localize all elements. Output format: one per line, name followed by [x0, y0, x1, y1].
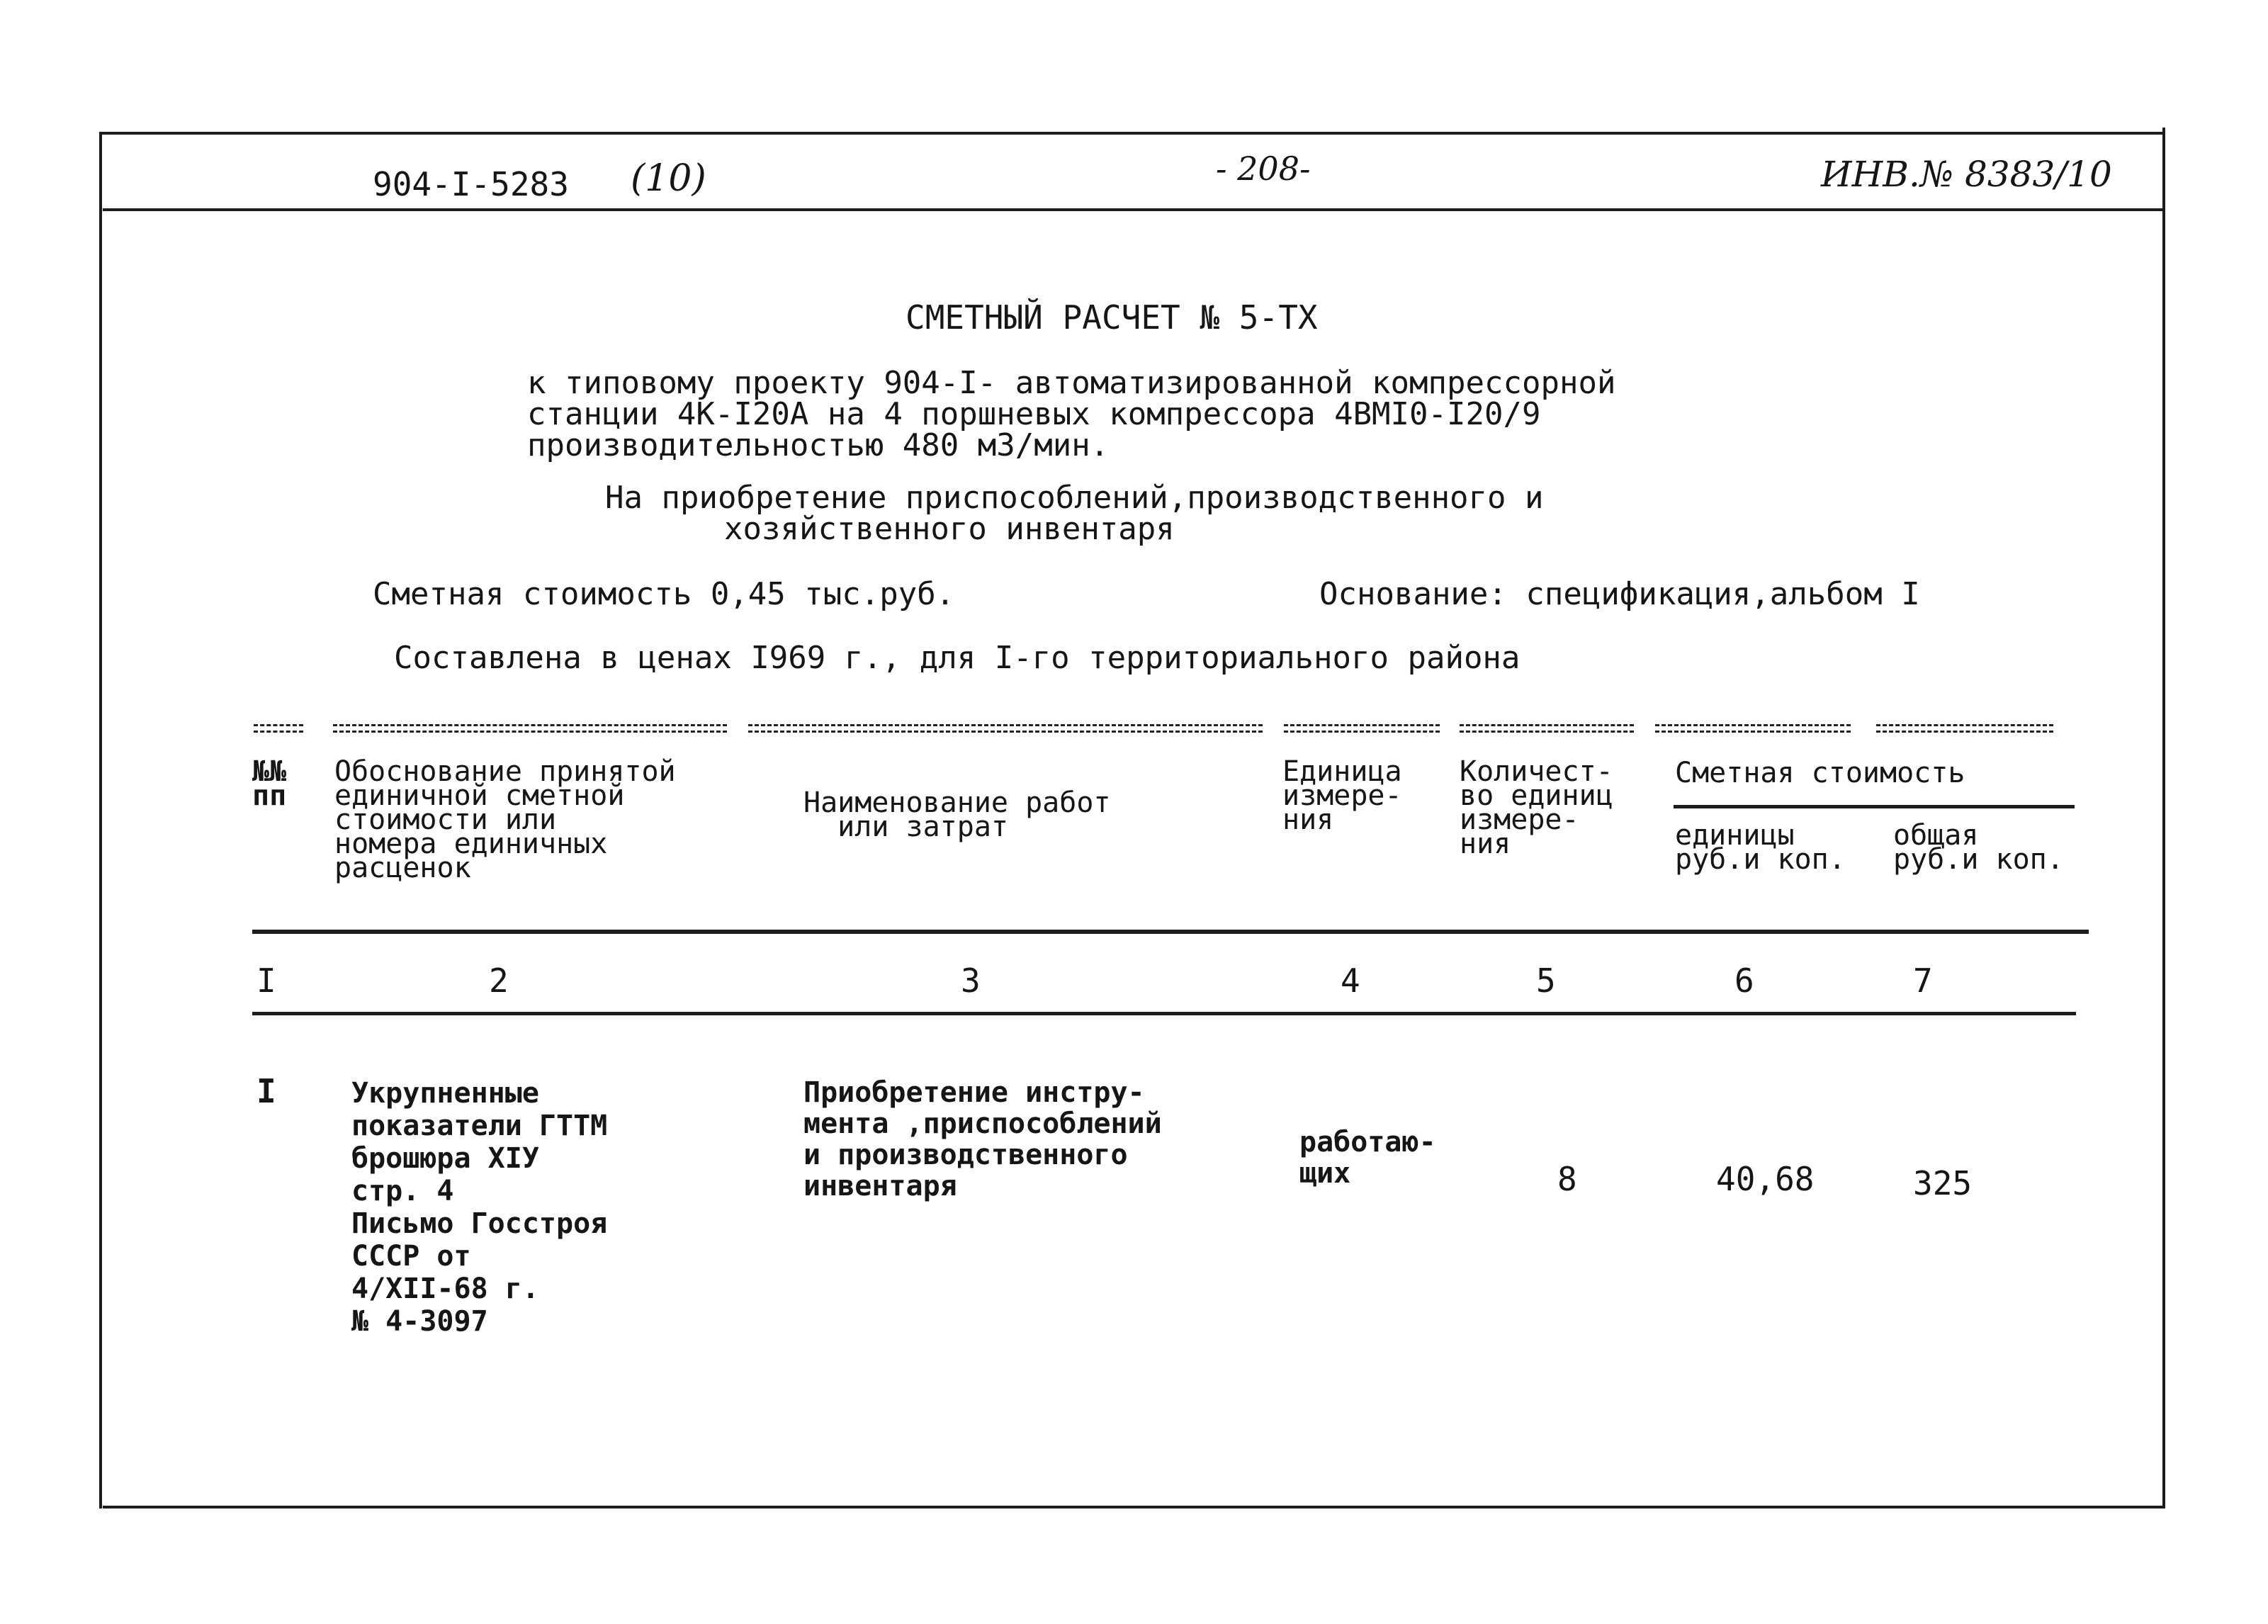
table-top-rule-4	[1284, 724, 1440, 733]
purpose-line-2: хозяйственного инвентаря	[724, 511, 1175, 547]
cost-group-rule	[1674, 805, 2075, 808]
header-unit-cost: единицы руб.и коп.	[1675, 819, 1846, 876]
header-quantity: Количест- во единиц измере- ния	[1460, 755, 1613, 860]
header-num: №№ пп	[252, 755, 287, 812]
purpose-line-1: На приобретение приспособлений,производственного и	[605, 480, 1544, 516]
project-line-1: к типовому проекту 904-I- автоматизированной компрессорной	[527, 365, 1616, 401]
col-number-1: I	[256, 962, 276, 1000]
col-number-6: 6	[1734, 962, 1754, 1000]
row-total-cost: 325	[1913, 1164, 1973, 1202]
header-rule	[103, 208, 2165, 211]
header-bottom-rule	[252, 930, 2089, 934]
row-work-name: Приобретение инстру- мента ,приспособлений и производственного инвентаря	[803, 1076, 1162, 1202]
col-number-5: 5	[1536, 962, 1556, 1000]
basis: Основание: спецификация,альбом I	[1319, 576, 1920, 612]
table-top-rule-6	[1655, 724, 1851, 733]
doc-heading: СМЕТНЫЙ РАСЧЕТ № 5-ТХ	[905, 298, 1318, 337]
col-number-3: 3	[961, 962, 981, 1000]
table-top-rule-7	[1876, 724, 2053, 733]
row-basis: Укрупненные показатели ГТТМ брошюра XIУ стр. 4 Письмо Госстроя СССР от 4/XII-68 г. № 4-3097	[351, 1077, 608, 1338]
header-cost-group: Сметная стоимость	[1675, 757, 1965, 789]
estimated-cost: Сметная стоимость 0,45 тыс.руб.	[373, 576, 955, 612]
row-unit-cost: 40,68	[1716, 1160, 1815, 1198]
col-numbers-bottom-rule	[252, 1012, 2076, 1015]
page-number: - 208-	[1216, 150, 1311, 188]
frame-bottom	[103, 1506, 2165, 1509]
doc-code: 904-I-5283	[373, 165, 569, 203]
row-quantity: 8	[1557, 1160, 1577, 1198]
header-basis: Обоснование принятой единичной сметной стоимости или номера единичных расценок	[334, 755, 676, 884]
header-total-cost: общая руб.и коп.	[1893, 819, 2064, 876]
table-top-rule-1	[254, 724, 303, 733]
table-top-rule-3	[748, 724, 1263, 733]
col-number-7: 7	[1913, 962, 1933, 1000]
frame-top	[99, 132, 2165, 135]
table-top-rule-2	[333, 724, 727, 733]
doc-code-handwritten: (10)	[631, 157, 706, 200]
inventory-number: ИНВ.№ 8383/10	[1821, 154, 2112, 195]
col-number-2: 2	[489, 962, 509, 1000]
project-line-3: производительностью 480 м3/мин.	[527, 427, 1110, 463]
header-work-name: Наименование работ или затрат	[803, 786, 1111, 843]
frame-left	[99, 132, 102, 1509]
header-unit: Единица измере- ния	[1282, 755, 1402, 836]
row-num: I	[256, 1072, 276, 1110]
frame-right	[2162, 128, 2165, 1509]
col-number-4: 4	[1341, 962, 1360, 1000]
row-unit: работаю- щих	[1299, 1126, 1436, 1190]
price-basis: Составлена в ценах I969 г., для I-го территориального района	[394, 640, 1521, 676]
table-top-rule-5	[1460, 724, 1634, 733]
project-line-2: станции 4К-I20А на 4 поршневых компрессора 4ВМI0-I20/9	[527, 396, 1541, 432]
